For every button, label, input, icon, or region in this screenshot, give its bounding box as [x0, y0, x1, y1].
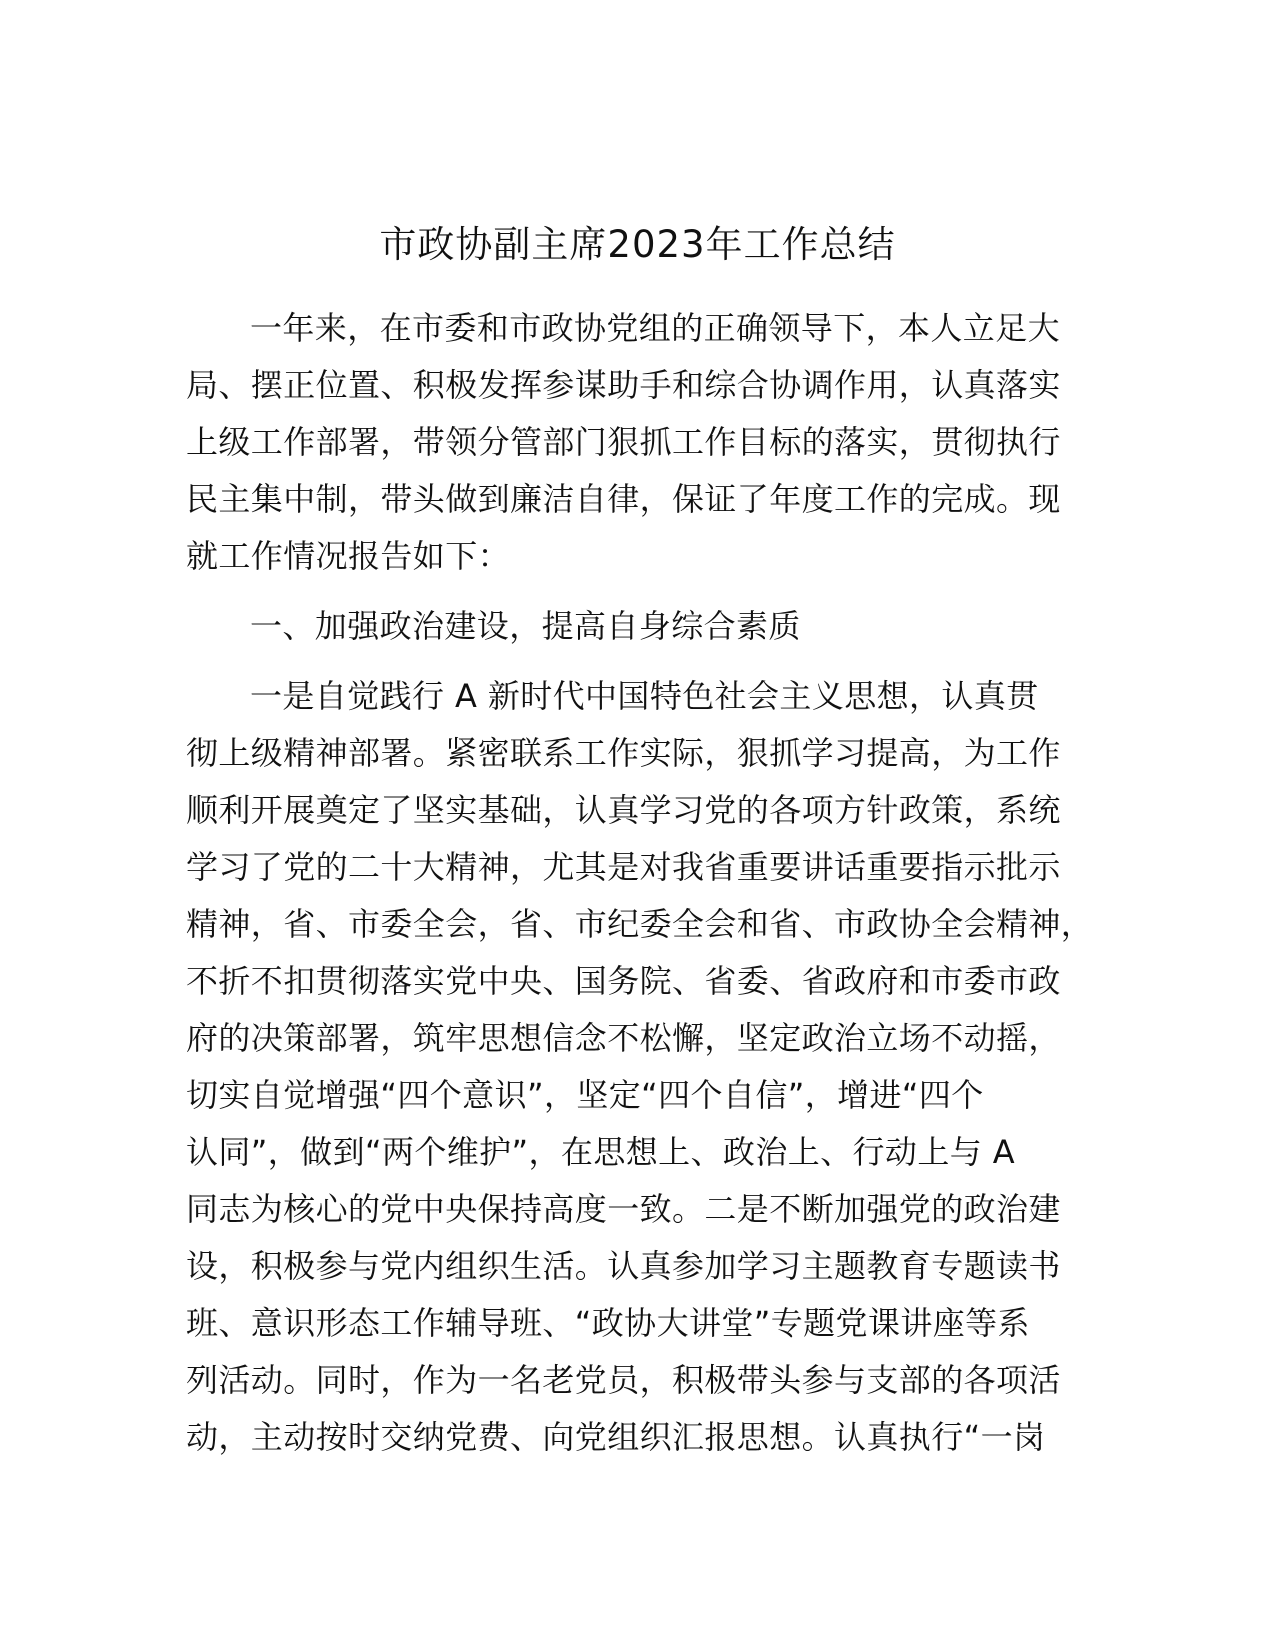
paragraph-line: 列活动。同时，作为一名老党员，积极带头参与支部的各项活 — [186, 1361, 1061, 1399]
paragraph-line: 民主集中制，带头做到廉洁自律，保证了年度工作的完成。现 — [186, 480, 1061, 518]
document-title: 市政协副主席2023年工作总结 — [379, 223, 896, 266]
paragraph-line: 认同”，做到“两个维护”，在思想上、政治上、行动上与 A — [186, 1133, 1015, 1171]
paragraph-line: 动，主动按时交纳党费、向党组织汇报思想。认真执行“一岗 — [186, 1418, 1046, 1456]
paragraph-line: 切实自觉增强“四个意识”，坚定“四个自信”，增进“四个 — [186, 1076, 984, 1114]
paragraph-line: 顺利开展奠定了坚实基础，认真学习党的各项方针政策，系统 — [186, 791, 1061, 829]
paragraph-line: 班、意识形态工作辅导班、“政协大讲堂”专题党课讲座等系 — [186, 1304, 1030, 1342]
paragraph-line: 学习了党的二十大精神，尤其是对我省重要讲话重要指示批示 — [186, 848, 1061, 886]
section-heading: 一、加强政治建设，提高自身综合素质 — [250, 607, 801, 645]
paragraph-line: 上级工作部署，带领分管部门狠抓工作目标的落实，贯彻执行 — [186, 423, 1061, 461]
paragraph-line: 一是自觉践行 A 新时代中国特色社会主义思想，认真贯 — [250, 677, 1039, 715]
paragraph-line: 设，积极参与党内组织生活。认真参加学习主题教育专题读书 — [186, 1247, 1061, 1285]
paragraph-line: 同志为核心的党中央保持高度一致。二是不断加强党的政治建 — [186, 1190, 1061, 1228]
paragraph-line: 一年来，在市委和市政协党组的正确领导下，本人立足大 — [250, 309, 1061, 347]
paragraph-line: 精神，省、市委全会，省、市纪委全会和省、市政协全会精神， — [186, 905, 1094, 943]
paragraph-line: 局、摆正位置、积极发挥参谋助手和综合协调作用，认真落实 — [186, 366, 1061, 404]
paragraph-line: 就工作情况报告如下： — [186, 537, 511, 575]
paragraph-line: 府的决策部署，筑牢思想信念不松懈，坚定政治立场不动摇， — [186, 1019, 1061, 1057]
document-body — [186, 300, 1116, 1466]
paragraph-line: 彻上级精神部署。紧密联系工作实际，狠抓学习提高，为工作 — [186, 734, 1061, 772]
paragraph-line: 不折不扣贯彻落实党中央、国务院、省委、省政府和市委市政 — [186, 962, 1061, 1000]
